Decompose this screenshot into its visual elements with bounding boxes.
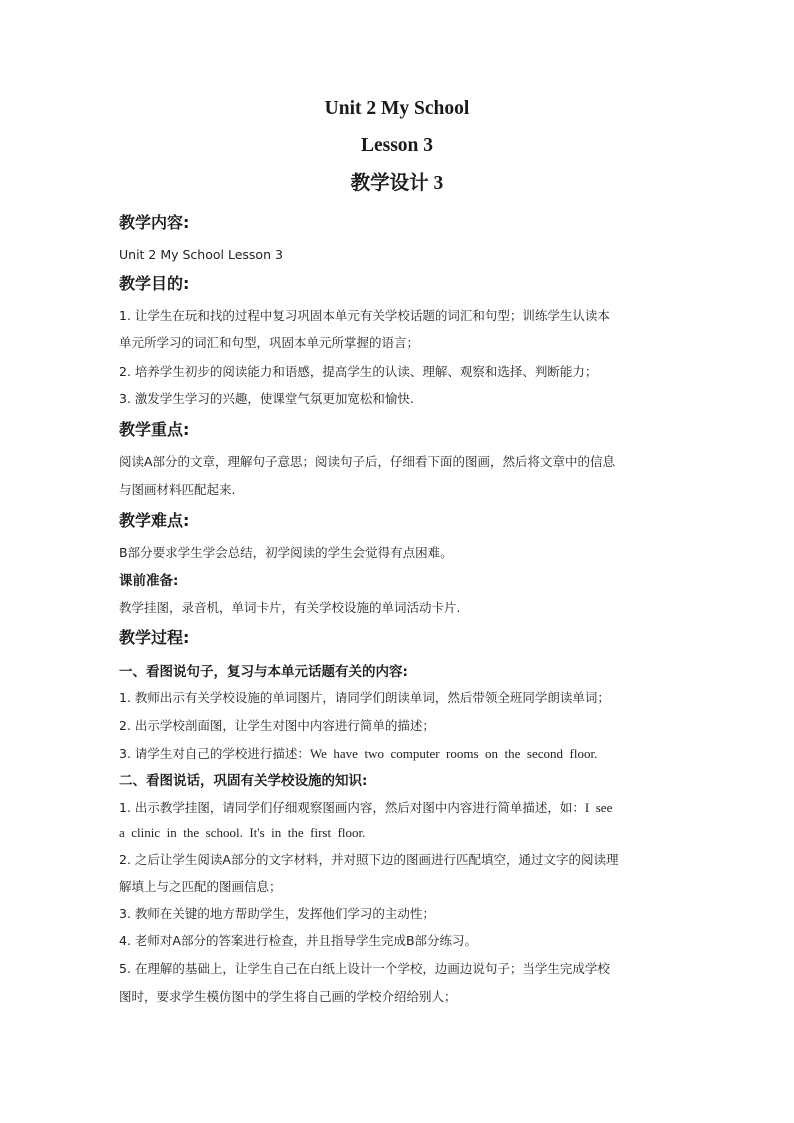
step-2-item-1-line-a bbox=[119, 799, 679, 817]
goal-1-line-a: 1. 让学生在玩和找的过程中复习巩固本单元有关学校话题的词汇和句型；训练学生认读本 bbox=[119, 308, 610, 323]
design-title: 教学设计 3 bbox=[350, 173, 444, 194]
step-1-heading: 一、看图说句子，复习与本单元话题有关的内容: bbox=[119, 664, 408, 680]
step-2-item-5-line-a: 5. 在理解的基础上，让学生自己在白纸上设计一个学校，边画边说句子；当学生完成学校 bbox=[119, 961, 610, 976]
goal-1-line-b: 单元所学习的词汇和句型，巩固本单元所掌握的语言； bbox=[119, 335, 420, 350]
difficulty-text: B部分要求学生学会总结，初学阅读的学生会觉得有点困难。 bbox=[119, 545, 453, 560]
goals-heading: 教学目的: bbox=[119, 274, 190, 293]
step-2-item-4: 4. 老师对A部分的答案进行检查，并且指导学生完成B部分练习。 bbox=[119, 933, 478, 948]
step-2-item-1-cn: 1. 出示教学挂图，请同学们仔细观察图画内容，然后对图中内容进行简单描述，如： bbox=[119, 800, 585, 815]
content-heading: 教学内容: bbox=[119, 213, 190, 232]
difficulty-heading: 教学难点: bbox=[119, 511, 190, 530]
step-1-item-2: 2. 出示学校剖面图，让学生对图中内容进行简单的描述； bbox=[119, 718, 435, 733]
goal-2: 2. 培养学生初步的阅读能力和语感，提高学生的认读、理解、观察和选择、判断能力； bbox=[119, 364, 598, 379]
key-points-heading: 教学重点: bbox=[119, 420, 190, 439]
preparation-heading: 课前准备: bbox=[119, 573, 179, 589]
step-1-item-3-en: We have two computer rooms on the second floor. bbox=[309, 746, 598, 761]
step-2-item-2-line-b: 解填上与之匹配的图画信息； bbox=[119, 879, 282, 894]
key-points-line-a: 阅读A部分的文章，理解句子意思；阅读句子后，仔细看下面的图画，然后将文章中的信息 bbox=[119, 454, 616, 469]
process-heading: 教学过程: bbox=[119, 628, 190, 647]
step-2-heading: 二、看图说话，巩固有关学校设施的知识: bbox=[119, 773, 368, 789]
step-1-item-3 bbox=[119, 745, 679, 763]
document-title: Unit 2 My School bbox=[324, 98, 470, 119]
goal-3: 3. 激发学生学习的兴趣，使课堂气氛更加宽松和愉快. bbox=[119, 391, 414, 406]
step-2-item-2-line-a: 2. 之后让学生阅读A部分的文字材料，并对照下边的图画进行匹配填空，通过文字的阅读理 bbox=[119, 852, 619, 867]
step-2-item-1-line-b: a clinic in the school. It's in the first floor. bbox=[119, 825, 366, 840]
key-points-line-b: 与图画材料匹配起来. bbox=[119, 482, 236, 497]
lesson-title: Lesson 3 bbox=[360, 135, 434, 156]
step-2-item-3: 3. 教师在关键的地方帮助学生，发挥他们学习的主动性； bbox=[119, 906, 435, 921]
step-2-item-1-en: I see bbox=[584, 800, 613, 815]
step-1-item-3-cn: 3. 请学生对自己的学校进行描述： bbox=[119, 746, 310, 761]
preparation-text: 教学挂图，录音机，单词卡片，有关学校设施的单词活动卡片. bbox=[119, 600, 461, 615]
content-text: Unit 2 My School Lesson 3 bbox=[119, 247, 283, 262]
step-2-item-5-line-b: 图时，要求学生模仿图中的学生将自己画的学校介绍给别人； bbox=[119, 989, 457, 1004]
step-1-item-1: 1. 教师出示有关学校设施的单词图片，请同学们朗读单词，然后带领全班同学朗读单词； bbox=[119, 690, 610, 705]
